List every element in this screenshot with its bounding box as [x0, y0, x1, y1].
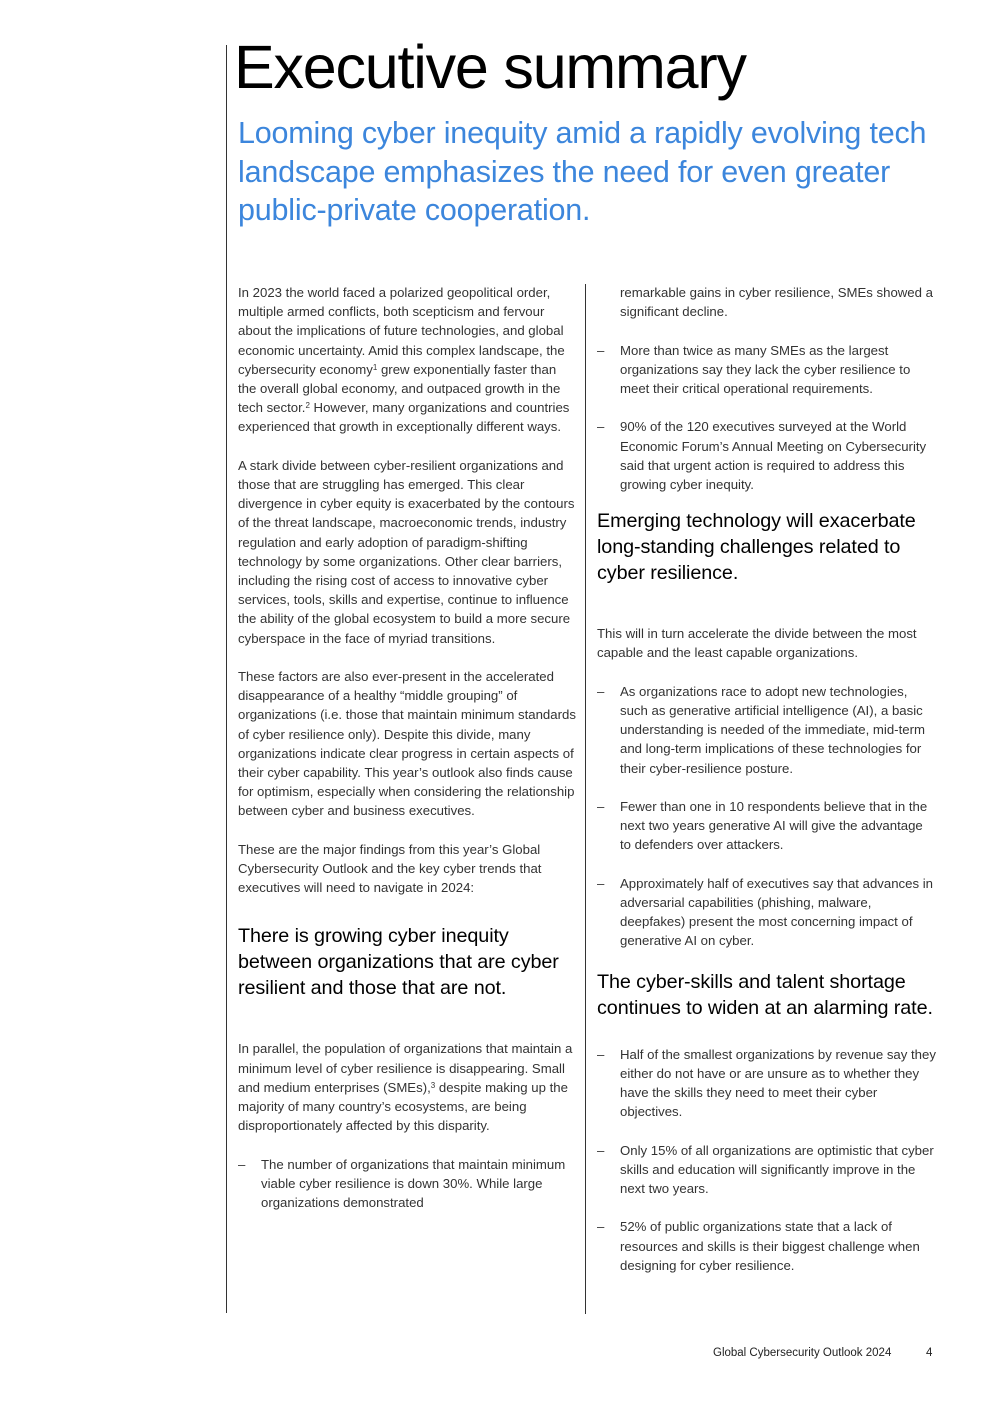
- list-item: – 52% of public organizations state that a lack of resources and skills is their biggest challenge when designing for cyber resilience.: [597, 1217, 937, 1275]
- left-column: [238, 283, 578, 1231]
- footnote-ref: 1: [372, 362, 378, 372]
- column-divider-rule: [585, 284, 586, 1314]
- bullet-list: [597, 283, 937, 494]
- left-margin-rule: [226, 45, 227, 1313]
- page-subtitle: Looming cyber inequity amid a rapidly evolving tech landscape emphasizes the need for even greater public-private cooperation.: [238, 116, 927, 227]
- section-heading-cyber-inequity: There is growing cyber inequity between organizations that are cyber resilient and those that are not.: [238, 925, 559, 1000]
- footer-page-number: 4: [926, 1347, 933, 1359]
- list-item: – More than twice as many SMEs as the largest organizations say they lack the cyber resilience to meet their critical operational requirements.: [597, 341, 937, 399]
- bullet-list: [597, 682, 937, 951]
- body-paragraph: This will in turn accelerate the divide between the most capable and the least capable organizations.: [597, 626, 917, 661]
- list-item-continued: remarkable gains in cyber resilience, SMEs showed a significant decline.: [620, 285, 933, 320]
- footer-publication: Global Cybersecurity Outlook 2024: [713, 1347, 892, 1359]
- section-heading-emerging-technology: Emerging technology will exacerbate long-standing challenges related to cyber resilience.: [597, 510, 916, 585]
- list-item: – Half of the smallest organizations by revenue say they either do not have or are unsure as to whether they have the skills they need to meet their cyber objectives.: [597, 1045, 937, 1122]
- section-heading-skills-shortage: The cyber-skills and talent shortage continues to widen at an alarming rate.: [597, 970, 933, 1019]
- body-paragraph: These are the major findings from this year’s Global Cybersecurity Outlook and the key cyber trends that executives will need to navigate in 2024:: [238, 841, 542, 896]
- intro-paragraph: In 2023 the world faced a polarized geopolitical order, multiple armed conflicts, both scepticism and fervour about the implications of future technologies, and global economic uncertainty. Amid this complex landscape, the cybersecurity economy$^1$ grew exponentially faster than the overall global economy, and outpaced growth in the tech sector.$^2$ However, many organizations and countries experienced that growth in exceptionally different ways.: [238, 285, 570, 435]
- page-title: Executive summary: [234, 33, 746, 101]
- body-paragraph: In parallel, the population of organizations that maintain a minimum level of cyber resilience is disappearing. Small and medium enterprises (SMEs),$^3$ despite making up the majority of many country’s ecosystems, are being disproportionately affected by this disparity.: [238, 1041, 573, 1134]
- right-column: [597, 283, 937, 1294]
- body-paragraph: A stark divide between cyber-resilient organizations and those that are struggling has emerged. This clear divergence in cyber equity is exacerbated by the contours of the threat landscape, macroeconomic trends, industry regulation and early adoption of paradigm-shifting technology by some organizations. Other clear barriers, including the rising cost of access to innovative cyber services, tools, skills and expertise, continue to influence the ability of the global ecosystem to build a more secure cyberspace in the face of myriad transitions.: [238, 457, 575, 646]
- list-item: – Only 15% of all organizations are optimistic that cyber skills and education will significantly improve in the next two years.: [597, 1141, 937, 1199]
- list-item: – Approximately half of executives say that advances in adversarial capabilities (phishing, malware, deepfakes) present the most concerning impact of generative AI on cyber.: [597, 874, 937, 951]
- bullet-list: [238, 1155, 578, 1213]
- list-item: – Fewer than one in 10 respondents believe that in the next two years generative AI will give the advantage to defenders over attackers.: [597, 797, 937, 855]
- body-paragraph: These factors are also ever-present in the accelerated disappearance of a healthy “middle grouping” of organizations (i.e. those that maintain minimum standards of cyber resilience only). Despite this divide, many organizations indicate clear progress in certain aspects of their cyber capability. This year’s outlook also finds cause for optimism, especially when considering the relationship between cyber and business executives.: [238, 669, 576, 819]
- list-item: – As organizations race to adopt new technologies, such as generative artificial intelligence (AI), a basic understanding is needed of the immediate, mid-term and long-term implications of these technologies for their cyber-resilience posture.: [597, 682, 937, 778]
- footnote-ref: 2: [305, 401, 310, 411]
- list-item: – 90% of the 120 executives surveyed at the World Economic Forum’s Annual Meeting on Cybersecurity said that urgent action is required to address this growing cyber inequity.: [597, 417, 937, 494]
- list-item: – The number of organizations that maintain minimum viable cyber resilience is down 30%. While large organizations demonstrated: [238, 1155, 578, 1213]
- footnote-ref: 3: [430, 1080, 436, 1090]
- bullet-list: [597, 1045, 937, 1275]
